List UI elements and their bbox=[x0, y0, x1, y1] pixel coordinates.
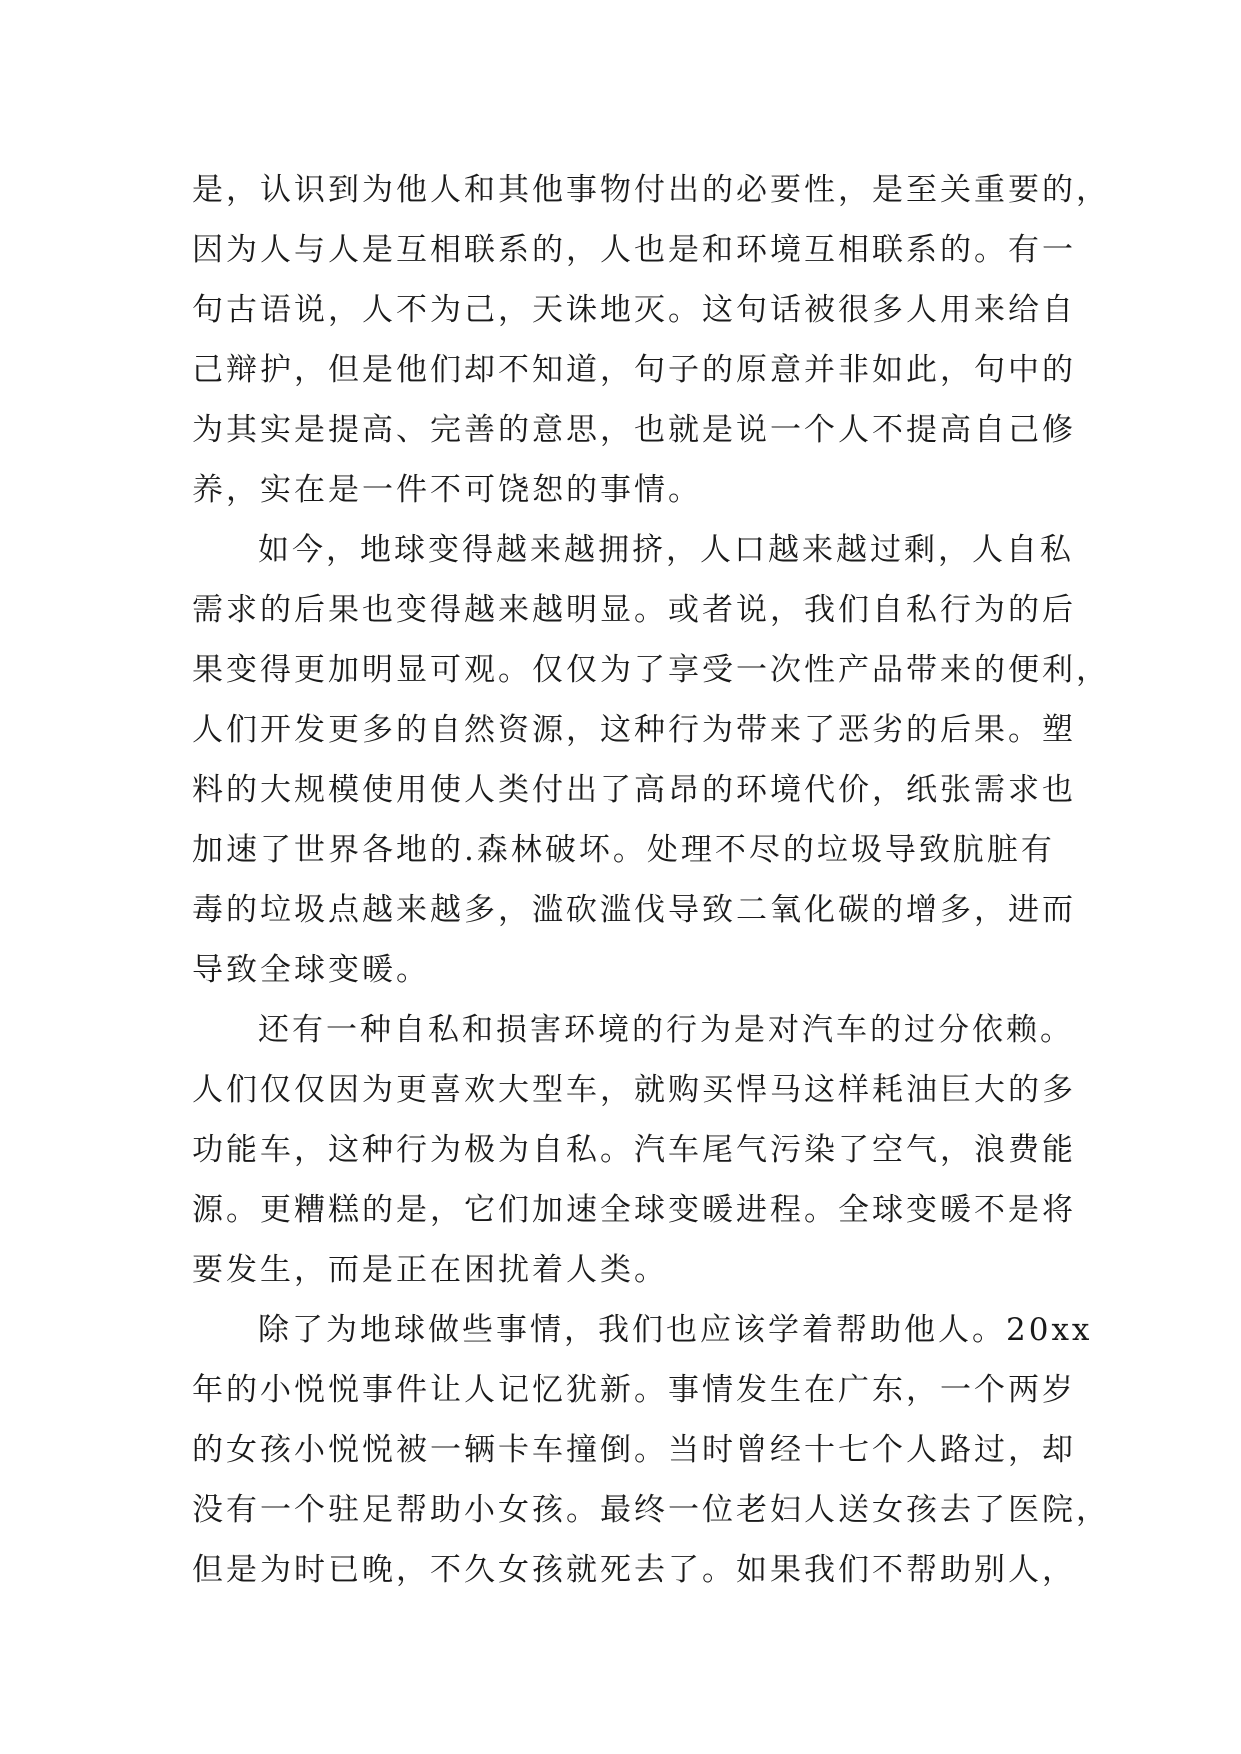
text-line: 年的小悦悦事件让人记忆犹新。事情发生在广东，一个两岁 bbox=[192, 1372, 1076, 1408]
text-line: 是，认识到为他人和其他事物付出的必要性，是至关重要的， bbox=[192, 172, 1110, 208]
text-line: 需求的后果也变得越来越明显。或者说，我们自私行为的后 bbox=[192, 592, 1076, 628]
text-line: 毒的垃圾点越来越多，滥砍滥伐导致二氧化碳的增多，进而 bbox=[192, 892, 1076, 928]
text-line: 因为人与人是互相联系的，人也是和环境互相联系的。有一 bbox=[192, 232, 1076, 268]
document-body bbox=[192, 160, 1110, 1600]
text-line: 为其实是提高、完善的意思，也就是说一个人不提高自己修 bbox=[192, 412, 1076, 448]
paragraph bbox=[192, 1000, 1076, 1300]
text-line: 人们开发更多的自然资源，这种行为带来了恶劣的后果。塑 bbox=[192, 712, 1076, 748]
paragraph bbox=[192, 160, 1110, 520]
text-line: 源。更糟糕的是，它们加速全球变暖进程。全球变暖不是将 bbox=[192, 1192, 1076, 1228]
text-line: 果变得更加明显可观。仅仅为了享受一次性产品带来的便利， bbox=[192, 652, 1110, 688]
text-line: 但是为时已晚，不久女孩就死去了。如果我们不帮助别人， bbox=[192, 1552, 1076, 1588]
text-line: 功能车，这种行为极为自私。汽车尾气污染了空气，浪费能 bbox=[192, 1132, 1076, 1168]
text-line: 养，实在是一件不可饶恕的事情。 bbox=[192, 472, 702, 508]
text-line: 的女孩小悦悦被一辆卡车撞倒。当时曾经十七个人路过，却 bbox=[192, 1432, 1076, 1468]
text-line: 导致全球变暖。 bbox=[192, 952, 430, 988]
text-line: 己辩护，但是他们却不知道，句子的原意并非如此，句中的 bbox=[192, 352, 1076, 388]
paragraph bbox=[192, 520, 1110, 1000]
paragraph bbox=[192, 1300, 1110, 1600]
text-line: 句古语说，人不为己，天诛地灭。这句话被很多人用来给自 bbox=[192, 292, 1076, 328]
text-line: 还有一种自私和损害环境的行为是对汽车的过分依赖。 bbox=[258, 1012, 1074, 1048]
text-line: 如今，地球变得越来越拥挤，人口越来越过剩，人自私 bbox=[258, 532, 1074, 568]
text-line: 加速了世界各地的.森林破坏。处理不尽的垃圾导致肮脏有 bbox=[192, 832, 1055, 868]
text-line: 没有一个驻足帮助小女孩。最终一位老妇人送女孩去了医院， bbox=[192, 1492, 1110, 1528]
text-line: 人们仅仅因为更喜欢大型车，就购买悍马这样耗油巨大的多 bbox=[192, 1072, 1076, 1108]
text-line: 要发生，而是正在困扰着人类。 bbox=[192, 1252, 668, 1288]
text-line: 除了为地球做些事情，我们也应该学着帮助他人。20xx bbox=[258, 1312, 1093, 1348]
text-line: 料的大规模使用使人类付出了高昂的环境代价，纸张需求也 bbox=[192, 772, 1076, 808]
